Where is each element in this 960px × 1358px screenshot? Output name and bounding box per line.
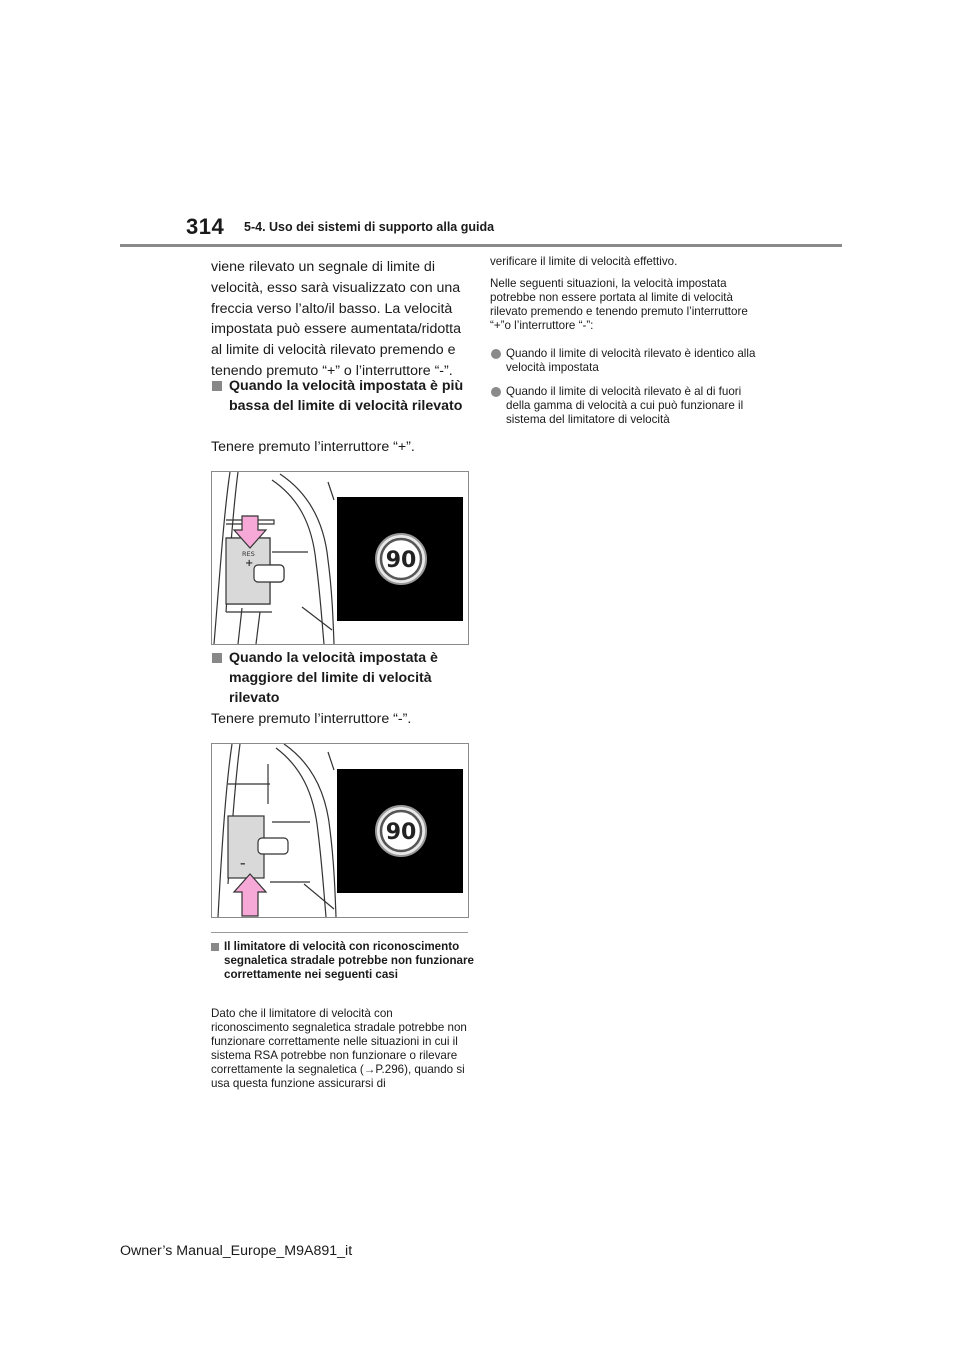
footer-text: Owner’s Manual_Europe_M9A891_it [120, 1243, 353, 1259]
continuation-text: verificare il limite di velocità effettivo. [490, 255, 678, 268]
plus-symbol: + [245, 558, 254, 569]
speed-sign-value: 90 [385, 548, 417, 573]
subheading-higher-speed-text: Quando la velocità impostata è maggiore del limite di velocità rilevato [229, 650, 438, 706]
subheading-higher-speed [211, 648, 469, 708]
subheading-lower-speed [211, 376, 469, 416]
list-item-text: Quando il limite di velocità rilevato è al di fuori della gamma di velocità a cui può funzionare il sistema del limitatore di velocità [506, 385, 744, 426]
instruction-minus: Tenere premuto l’interruttore “-”. [211, 711, 412, 727]
figure-plus-switch [211, 471, 469, 645]
section-title: 5-4. Uso dei sistemi di supporto alla guida [244, 220, 495, 234]
list-item-text: Quando il limite di velocità rilevato è identico alla velocità impostata [506, 347, 756, 374]
subheading-lower-speed-text: Quando la velocità impostata è più bassa del limite di velocità rilevato [229, 378, 464, 414]
square-bullet-icon [212, 381, 222, 391]
minus-symbol: – [240, 857, 246, 870]
list-item [490, 385, 758, 427]
square-bullet-icon [212, 653, 222, 663]
page-number: 314 [186, 214, 225, 239]
list-item [490, 347, 756, 375]
instruction-plus: Tenere premuto l’interruttore “+”. [211, 439, 415, 455]
up-arrow-icon [234, 874, 266, 916]
speed-sign-value: 90 [385, 820, 417, 845]
res-label: RES [242, 550, 255, 558]
steering-switch-illustration-plus [212, 472, 468, 644]
header-rule [120, 244, 842, 247]
circle-bullet-icon [491, 349, 501, 359]
note-body: Dato che il limitatore di velocità con riconoscimento segnaletica stradale potrebbe non funzionare correttamente nelle situazioni in cui il sistema RSA potrebbe non funzionare o rilevare correttamente la segnaletica (→P.296), quando si usa questa funzione assicurarsi di [211, 1007, 467, 1090]
situations-paragraph: Nelle seguenti situazioni, la velocità impostata potrebbe non essere portata al limite di velocità rilevato premendo e tenendo premuto l’interruttore “+”o l’interruttore “-”: [490, 277, 748, 332]
note-rule [211, 932, 468, 933]
figure-minus-switch [211, 743, 469, 918]
steering-switch-illustration-minus [212, 744, 468, 917]
lead-paragraph: viene rilevato un segnale di limite di velocità, esso sarà visualizzato con una freccia verso l’alto/il basso. La velocità impostata può essere aumentata/ridotta al limite di velocità rilevato premendo e tenendo premuto “+” o l’interruttore “-”. [211, 259, 462, 379]
note-heading-text: Il limitatore di velocità con riconoscimento segnaletica stradale potrebbe non funzionare correttamente nei seguenti casi [224, 940, 474, 981]
circle-bullet-icon [491, 387, 501, 397]
square-bullet-icon [211, 943, 219, 951]
note-heading [211, 940, 482, 982]
